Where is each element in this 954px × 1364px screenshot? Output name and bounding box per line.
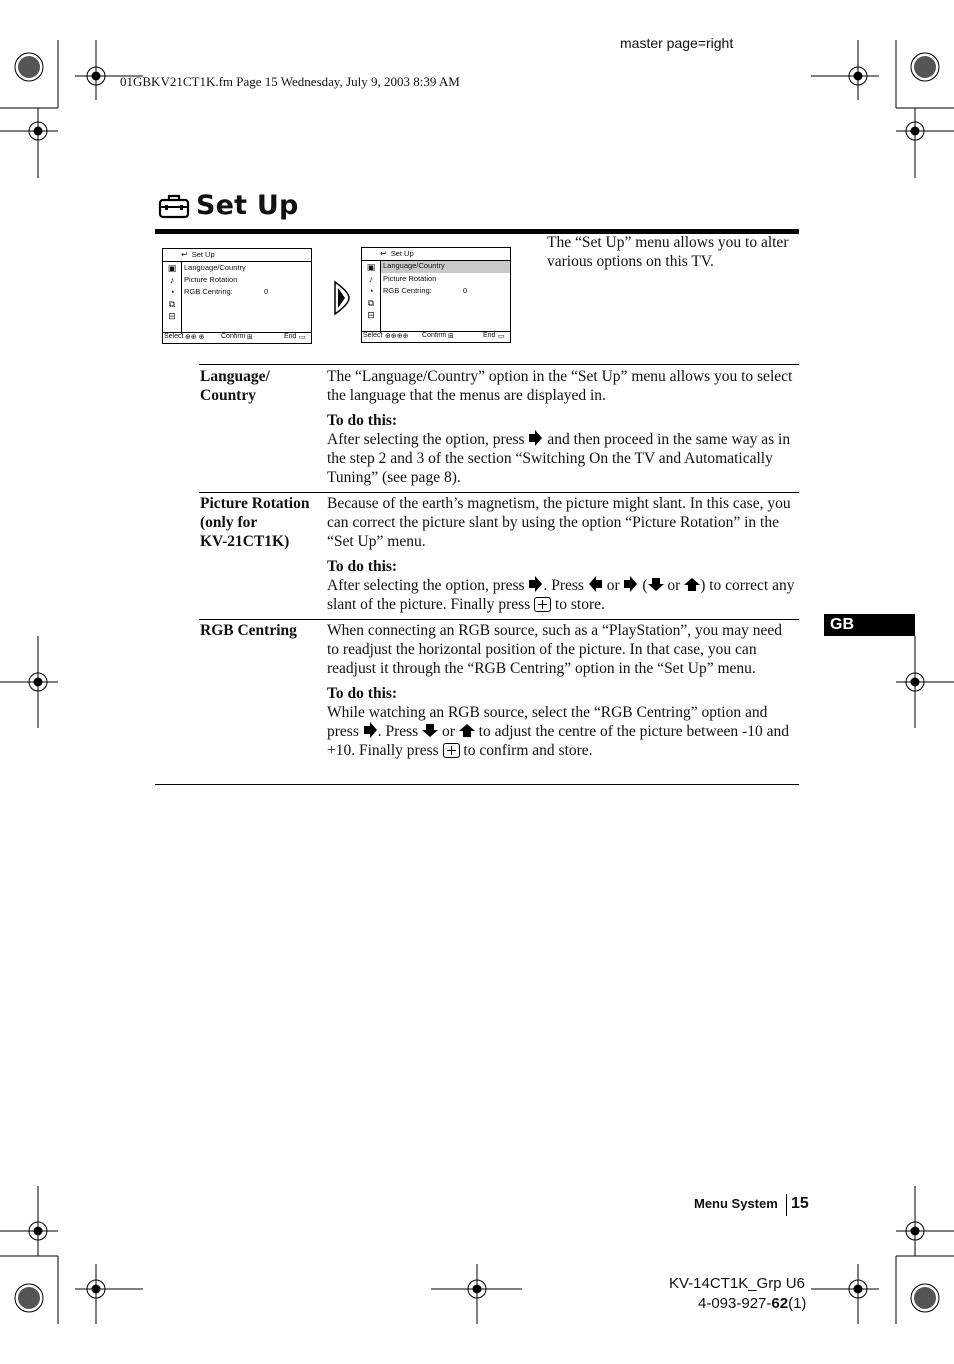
up-arrow-icon bbox=[459, 723, 475, 738]
osd-item: Picture Rotation bbox=[184, 275, 238, 284]
osd-header: Set Up bbox=[390, 249, 414, 258]
return-icon: ↩ bbox=[380, 249, 387, 258]
desc-picture-rotation: Because of the earth’s magnetism, the picture might slant. In this case, you can correct the picture slant by using the option “Picture Rotation” in the “Set Up” menu. To do this: After selecting the option, press . Press or ( or ) to correct any slant of the picture. Finally press to store. bbox=[327, 495, 795, 613]
down-arrow-icon bbox=[422, 723, 438, 738]
right-arrow-icon bbox=[528, 430, 543, 446]
table-top-rule bbox=[199, 364, 799, 365]
ok-button-icon bbox=[443, 743, 460, 758]
preset-icon: ⧉ bbox=[367, 298, 375, 308]
toolbox-icon: ⊟ bbox=[367, 310, 375, 320]
sound-icon: ♪ bbox=[368, 274, 374, 284]
footer-section-name: Menu System bbox=[694, 1196, 778, 1211]
osd-screen-before bbox=[162, 248, 312, 344]
osd-footer-select: Select bbox=[363, 332, 383, 339]
arrows-icon: ⊕⊕⊕⊕ bbox=[385, 333, 409, 340]
osd-header: Set Up bbox=[191, 250, 215, 259]
osd-footer-select: Select bbox=[164, 333, 184, 340]
ok-icon: ⊞ bbox=[448, 333, 454, 340]
sound-icon: ♪ bbox=[169, 275, 175, 285]
row-rule bbox=[199, 492, 799, 493]
down-arrow-icon bbox=[648, 577, 664, 592]
term-picture-rotation: Picture Rotation (only for KV-21CT1K) bbox=[200, 495, 310, 550]
term-rgb-centring: RGB Centring bbox=[200, 622, 297, 639]
ok-button-icon bbox=[534, 597, 551, 612]
osd-item: Language/Country bbox=[184, 263, 246, 272]
osd-footer-end: End bbox=[284, 333, 297, 340]
osd-footer-end: End bbox=[483, 332, 496, 339]
footer-separator bbox=[786, 1194, 787, 1216]
osd-item: RGB Centring: bbox=[184, 287, 233, 296]
return-icon: ↩ bbox=[181, 250, 188, 259]
timer-icon: ◔ bbox=[169, 287, 175, 297]
osd-footer-confirm: Confirm bbox=[422, 332, 447, 339]
osd-item: Picture Rotation bbox=[383, 274, 437, 283]
picture-icon: ▣ bbox=[366, 262, 376, 272]
menu-icon: ▭ bbox=[299, 334, 306, 341]
desc-rgb-centring: When connecting an RGB source, such as a “PlayStation”, you may need to readjust the horizontal position of the picture. In that case, you can readjust it through the “RGB Centring” option in the “Set Up” menu. To do this: While watching an RGB source, select the “RGB Centring” option and press . Press or to adjust the centre of the picture between -10 and +10. Finally press to confirm and store. bbox=[327, 622, 789, 759]
toolbox-icon: ⊟ bbox=[168, 311, 176, 321]
osd-footer bbox=[362, 331, 510, 342]
preset-icon: ⧉ bbox=[168, 299, 176, 309]
osd-footer bbox=[163, 332, 311, 343]
master-page-note: master page=right bbox=[620, 35, 734, 51]
osd-screen-after bbox=[361, 247, 511, 343]
page-number: 15 bbox=[791, 1195, 809, 1212]
osd-item: RGB Centring: bbox=[383, 286, 432, 295]
intro-text: The “Set Up” menu allows you to alter various options on this TV. bbox=[547, 234, 789, 270]
osd-menu-icons bbox=[163, 261, 182, 334]
menu-icon: ▭ bbox=[498, 333, 505, 340]
right-arrow-icon bbox=[363, 722, 378, 738]
page-title-row bbox=[158, 190, 299, 221]
osd-rgb-value: 0 bbox=[463, 286, 468, 295]
timer-icon: ◔ bbox=[368, 286, 374, 296]
desc-language-country: The “Language/Country” option in the “Set Up” menu allows you to select the language that the menus are displayed in. To do this: After selecting the option, press and then proceed in the same way as in the step 2 and 3 of the section “Switching On the TV and Automatically Tuning” (see page 8). bbox=[327, 368, 793, 486]
right-arrow-icon bbox=[333, 280, 351, 316]
arrows-icon: ⊕⊕ ⊕ bbox=[185, 334, 205, 341]
term-language-country: Language/ Country bbox=[200, 368, 270, 404]
table-bottom-rule bbox=[155, 784, 799, 785]
file-header-line: 01GBKV21CT1K.fm Page 15 Wednesday, July 9, 2003 8:39 AM bbox=[120, 74, 460, 89]
right-arrow-icon bbox=[623, 576, 638, 592]
ok-icon: ⊞ bbox=[247, 334, 253, 341]
left-arrow-icon bbox=[588, 576, 603, 592]
osd-footer-confirm: Confirm bbox=[221, 333, 246, 340]
picture-icon: ▣ bbox=[167, 263, 177, 273]
right-arrow-icon bbox=[528, 576, 543, 592]
model-code: KV-14CT1K_Grp U6 bbox=[669, 1275, 805, 1292]
up-arrow-icon bbox=[684, 577, 700, 592]
osd-menu-icons bbox=[362, 260, 381, 333]
osd-rgb-value: 0 bbox=[264, 287, 269, 296]
part-number: 4-093-927-62(1) bbox=[698, 1295, 807, 1312]
toolbox-icon bbox=[158, 193, 190, 219]
page-title: Set Up bbox=[196, 190, 299, 221]
osd-item-selected: Language/Country bbox=[381, 261, 510, 273]
language-tab: GB bbox=[824, 614, 915, 636]
row-rule bbox=[199, 619, 799, 620]
